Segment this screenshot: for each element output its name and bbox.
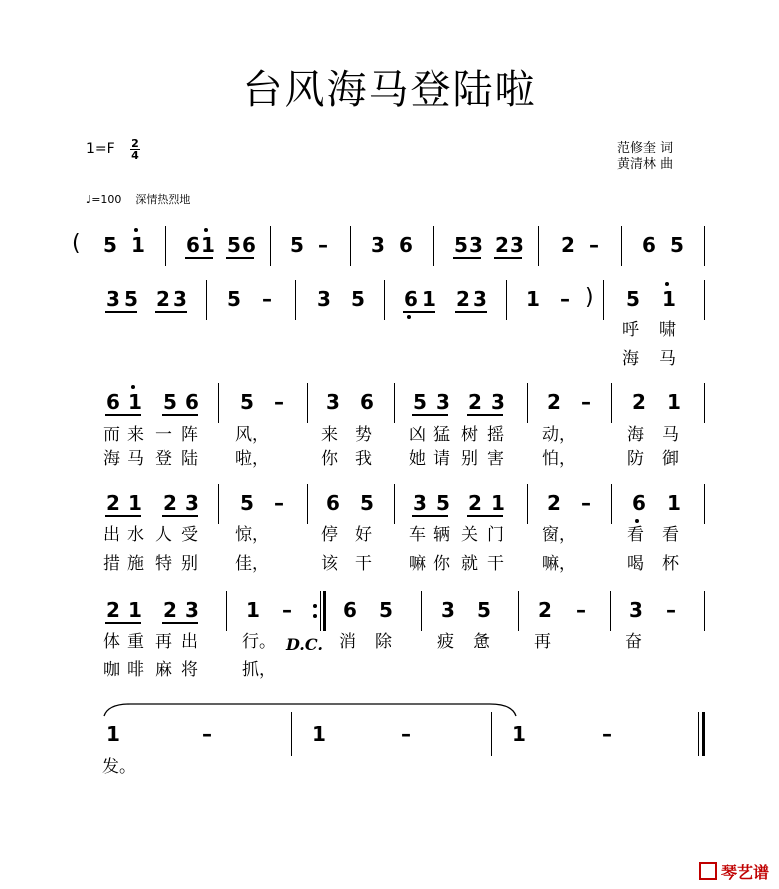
eighth-underline — [494, 257, 522, 259]
bar-line — [165, 226, 166, 266]
eighth-underline — [105, 414, 141, 416]
eighth-underline — [162, 515, 198, 517]
dash: – — [282, 598, 292, 622]
lyric: 门 — [487, 525, 504, 545]
final-bar-line-thick — [702, 712, 705, 756]
lyric: 疲 — [437, 632, 454, 652]
bar-line — [621, 226, 622, 266]
note: 3 — [469, 233, 483, 257]
note: 5 — [436, 491, 450, 515]
lyric: 海 — [627, 425, 644, 445]
dash: – — [274, 390, 284, 414]
lyric: 陆 — [181, 449, 198, 469]
note: 2 — [106, 598, 120, 622]
score-system-1 — [0, 226, 779, 266]
lyric: 御 — [662, 449, 679, 469]
lyric: 风， — [235, 425, 269, 445]
note: 6 — [186, 233, 200, 257]
dash: – — [581, 390, 591, 414]
score-system-6 — [0, 702, 779, 782]
lyric: 喝 — [627, 554, 644, 574]
bar-line — [295, 280, 296, 320]
note: 5 — [124, 287, 138, 311]
lyric: 干 — [487, 554, 504, 574]
note: 6 — [106, 390, 120, 414]
dash: – — [262, 287, 272, 311]
repeat-dot — [313, 604, 317, 608]
tie-arc — [100, 702, 520, 718]
lyric: 啸 — [659, 320, 676, 340]
dash: – — [560, 287, 570, 311]
note: 3 — [436, 390, 450, 414]
eighth-underline — [467, 515, 503, 517]
high-octave-dot — [131, 385, 135, 389]
expression-text: 深情热烈地 — [135, 193, 191, 206]
lyric: 呼 — [622, 320, 639, 340]
lyric: 海 — [103, 449, 120, 469]
dash: – — [401, 722, 411, 746]
lyric: 啡 — [127, 660, 144, 680]
lyric: 别 — [461, 449, 478, 469]
note: 3 — [629, 598, 643, 622]
lyric: 受 — [181, 525, 198, 545]
high-octave-dot — [134, 228, 138, 232]
note: 3 — [510, 233, 524, 257]
lyric: 将 — [181, 660, 198, 680]
note: 2 — [456, 287, 470, 311]
credits — [617, 141, 673, 173]
note: 5 — [227, 287, 241, 311]
note: 1 — [106, 722, 120, 746]
note: 2 — [468, 390, 482, 414]
meter-bottom: 4 — [131, 149, 139, 162]
note: 2 — [106, 491, 120, 515]
song-title: 台风海马登陆啦 — [242, 67, 537, 113]
note: 5 — [227, 233, 241, 257]
high-octave-dot — [204, 228, 208, 232]
lyric: 体 — [103, 632, 120, 652]
note: 5 — [379, 598, 393, 622]
note: 1 — [667, 491, 681, 515]
bar-line — [611, 383, 612, 423]
bar-line — [506, 280, 507, 320]
note: 3 — [185, 491, 199, 515]
eighth-underline — [403, 311, 435, 313]
lyric: 你 — [321, 449, 338, 469]
dash: – — [274, 491, 284, 515]
lyric: 窗， — [542, 525, 576, 545]
dash: – — [576, 598, 586, 622]
note: 3 — [106, 287, 120, 311]
note: 5 — [413, 390, 427, 414]
note: 5 — [290, 233, 304, 257]
dash: – — [589, 233, 599, 257]
note: 6 — [642, 233, 656, 257]
time-signature — [130, 138, 140, 161]
lyric: 马 — [659, 349, 676, 369]
tempo-value: ♩=100 — [86, 193, 122, 206]
lyricist: 范修奎 词 — [617, 141, 674, 156]
lyric: 海 — [622, 349, 639, 369]
note: 5 — [360, 491, 374, 515]
lyric: 摇 — [487, 425, 504, 445]
eighth-underline — [226, 257, 254, 259]
note: 5 — [240, 390, 254, 414]
note: 1 — [526, 287, 540, 311]
score-system-4 — [0, 484, 779, 574]
score-system-3 — [0, 383, 779, 473]
eighth-underline — [105, 622, 141, 624]
lyric: 我 — [355, 449, 372, 469]
bar-line — [421, 591, 422, 631]
lyric: 害 — [487, 449, 504, 469]
note: 3 — [441, 598, 455, 622]
lyric: 看 — [662, 525, 679, 545]
bar-line — [394, 484, 395, 524]
note: 3 — [173, 287, 187, 311]
lyric: 你 — [433, 554, 450, 574]
eighth-underline — [412, 414, 448, 416]
lyric: 消 — [339, 632, 356, 652]
bar-line — [704, 591, 705, 631]
final-bar-line — [698, 712, 699, 756]
note: 1 — [312, 722, 326, 746]
bar-line — [610, 591, 611, 631]
note: 5 — [163, 390, 177, 414]
lyric: 该 — [321, 554, 338, 574]
bar-line — [206, 280, 207, 320]
lyric: 嘛 — [409, 554, 426, 574]
note: 2 — [632, 390, 646, 414]
eighth-underline — [185, 257, 213, 259]
lyric: 辆 — [433, 525, 450, 545]
note: 6 — [399, 233, 413, 257]
bar-line — [307, 484, 308, 524]
note: 3 — [185, 598, 199, 622]
lyric: 好 — [355, 525, 372, 545]
bar-line — [350, 226, 351, 266]
bar-line — [218, 484, 219, 524]
note: 3 — [473, 287, 487, 311]
note: 3 — [317, 287, 331, 311]
note: 5 — [477, 598, 491, 622]
bar-line — [603, 280, 604, 320]
dash: – — [581, 491, 591, 515]
note: 6 — [404, 287, 418, 311]
bar-line — [704, 280, 705, 320]
note: 2 — [547, 491, 561, 515]
lyric: 怕， — [542, 449, 576, 469]
note: 2 — [561, 233, 575, 257]
lyric: 树 — [461, 425, 478, 445]
lyric: 奋 — [625, 632, 642, 652]
lyric: 干 — [355, 554, 372, 574]
score-system-5 — [0, 591, 779, 681]
eighth-underline — [155, 311, 187, 313]
bar-line — [291, 712, 292, 756]
eighth-underline — [105, 311, 137, 313]
eighth-underline — [162, 414, 198, 416]
logo-icon — [699, 862, 717, 880]
lyric: 水 — [127, 525, 144, 545]
lyric: 猛 — [433, 425, 450, 445]
lyric: 杯 — [662, 554, 679, 574]
bar-line — [218, 383, 219, 423]
note: 1 — [131, 233, 145, 257]
eighth-underline — [105, 515, 141, 517]
note: 1 — [128, 598, 142, 622]
note: 6 — [242, 233, 256, 257]
lyric: 阵 — [181, 425, 198, 445]
lyric: 停 — [321, 525, 338, 545]
bar-line — [226, 591, 227, 631]
bar-line — [518, 591, 519, 631]
note: 1 — [128, 390, 142, 414]
dash: – — [666, 598, 676, 622]
lyric: 势 — [355, 425, 372, 445]
note: 2 — [163, 598, 177, 622]
bar-line — [433, 226, 434, 266]
low-octave-dot — [407, 315, 411, 319]
note: 2 — [495, 233, 509, 257]
eighth-underline — [162, 622, 198, 624]
lyric: 除 — [375, 632, 392, 652]
lyric: 行。 — [242, 632, 276, 652]
eighth-underline — [467, 414, 503, 416]
dc-marking: D.C. — [286, 635, 323, 654]
bar-line — [394, 383, 395, 423]
lyric: 车 — [409, 525, 426, 545]
lyric: 咖 — [103, 660, 120, 680]
lyric: 出 — [103, 525, 120, 545]
bar-line — [538, 226, 539, 266]
dash: – — [602, 722, 612, 746]
bar-line — [704, 226, 705, 266]
note: 1 — [512, 722, 526, 746]
lyric: 防 — [627, 449, 644, 469]
high-octave-dot — [665, 282, 669, 286]
lyric: 马 — [127, 449, 144, 469]
repeat-dot — [313, 614, 317, 618]
lyric: 再 — [534, 632, 551, 652]
dash: – — [318, 233, 328, 257]
note: 2 — [156, 287, 170, 311]
note: 1 — [128, 491, 142, 515]
watermark-text: 琴艺谱 — [720, 863, 769, 882]
lyric: 措 — [103, 554, 120, 574]
bar-line — [491, 712, 492, 756]
lyric: 惫 — [473, 632, 490, 652]
note: 3 — [326, 390, 340, 414]
lyric: 看 — [627, 525, 644, 545]
lyric: 而 — [103, 425, 120, 445]
lyric: 关 — [461, 525, 478, 545]
note: 5 — [103, 233, 117, 257]
note: 2 — [163, 491, 177, 515]
lyric: 她 — [409, 449, 426, 469]
note: 5 — [626, 287, 640, 311]
bar-line — [307, 383, 308, 423]
lyric: 登 — [155, 449, 172, 469]
lyric: 抓， — [242, 660, 276, 680]
eighth-underline — [412, 515, 448, 517]
meter-top: 2 — [131, 137, 139, 150]
low-octave-dot — [635, 519, 639, 523]
eighth-underline — [453, 257, 481, 259]
note: 2 — [538, 598, 552, 622]
lyric: 就 — [461, 554, 478, 574]
eighth-underline — [455, 311, 487, 313]
note: 1 — [246, 598, 260, 622]
lyric: 施 — [127, 554, 144, 574]
note: 1 — [662, 287, 676, 311]
note: 5 — [670, 233, 684, 257]
lyric: 来 — [127, 425, 144, 445]
note: 6 — [632, 491, 646, 515]
lyric: 出 — [181, 632, 198, 652]
bar-line — [704, 383, 705, 423]
lyric: 来 — [321, 425, 338, 445]
open-paren: ( — [72, 231, 81, 256]
lyric: 再 — [155, 632, 172, 652]
lyric: 凶 — [409, 425, 426, 445]
note: 2 — [547, 390, 561, 414]
lyric: 惊， — [235, 525, 269, 545]
composer: 黄清林 曲 — [617, 157, 674, 172]
dash: – — [202, 722, 212, 746]
note: 2 — [468, 491, 482, 515]
bar-line — [270, 226, 271, 266]
bar-line — [527, 383, 528, 423]
lyric: 人 — [155, 525, 172, 545]
note: 3 — [371, 233, 385, 257]
lyric: 啦， — [235, 449, 269, 469]
repeat-bar-line-thick — [323, 591, 326, 631]
note: 5 — [454, 233, 468, 257]
bar-line — [384, 280, 385, 320]
repeat-bar-line — [320, 591, 321, 631]
tie-arc-path — [104, 704, 516, 716]
key-signature: 1=F — [86, 141, 115, 157]
bar-line — [704, 484, 705, 524]
note: 1 — [201, 233, 215, 257]
bar-line — [527, 484, 528, 524]
note: 6 — [360, 390, 374, 414]
note: 6 — [185, 390, 199, 414]
lyric: 马 — [662, 425, 679, 445]
bar-line — [611, 484, 612, 524]
watermark-logo — [699, 860, 769, 883]
close-paren: ) — [585, 285, 594, 310]
lyric: 麻 — [155, 660, 172, 680]
lyric: 请 — [433, 449, 450, 469]
note: 5 — [240, 491, 254, 515]
lyric: 动， — [542, 425, 576, 445]
lyric: 嘛， — [542, 554, 576, 574]
note: 3 — [413, 491, 427, 515]
lyric: 发。 — [102, 757, 136, 777]
score-system-2 — [0, 280, 779, 380]
lyric: 重 — [127, 632, 144, 652]
lyric: 别 — [181, 554, 198, 574]
note: 1 — [422, 287, 436, 311]
lyric: 佳， — [235, 554, 269, 574]
lyric: 特 — [155, 554, 172, 574]
tempo-marking — [86, 191, 190, 207]
note: 3 — [491, 390, 505, 414]
note: 1 — [667, 390, 681, 414]
note: 6 — [326, 491, 340, 515]
note: 6 — [343, 598, 357, 622]
note: 1 — [491, 491, 505, 515]
note: 5 — [351, 287, 365, 311]
lyric: 一 — [155, 425, 172, 445]
